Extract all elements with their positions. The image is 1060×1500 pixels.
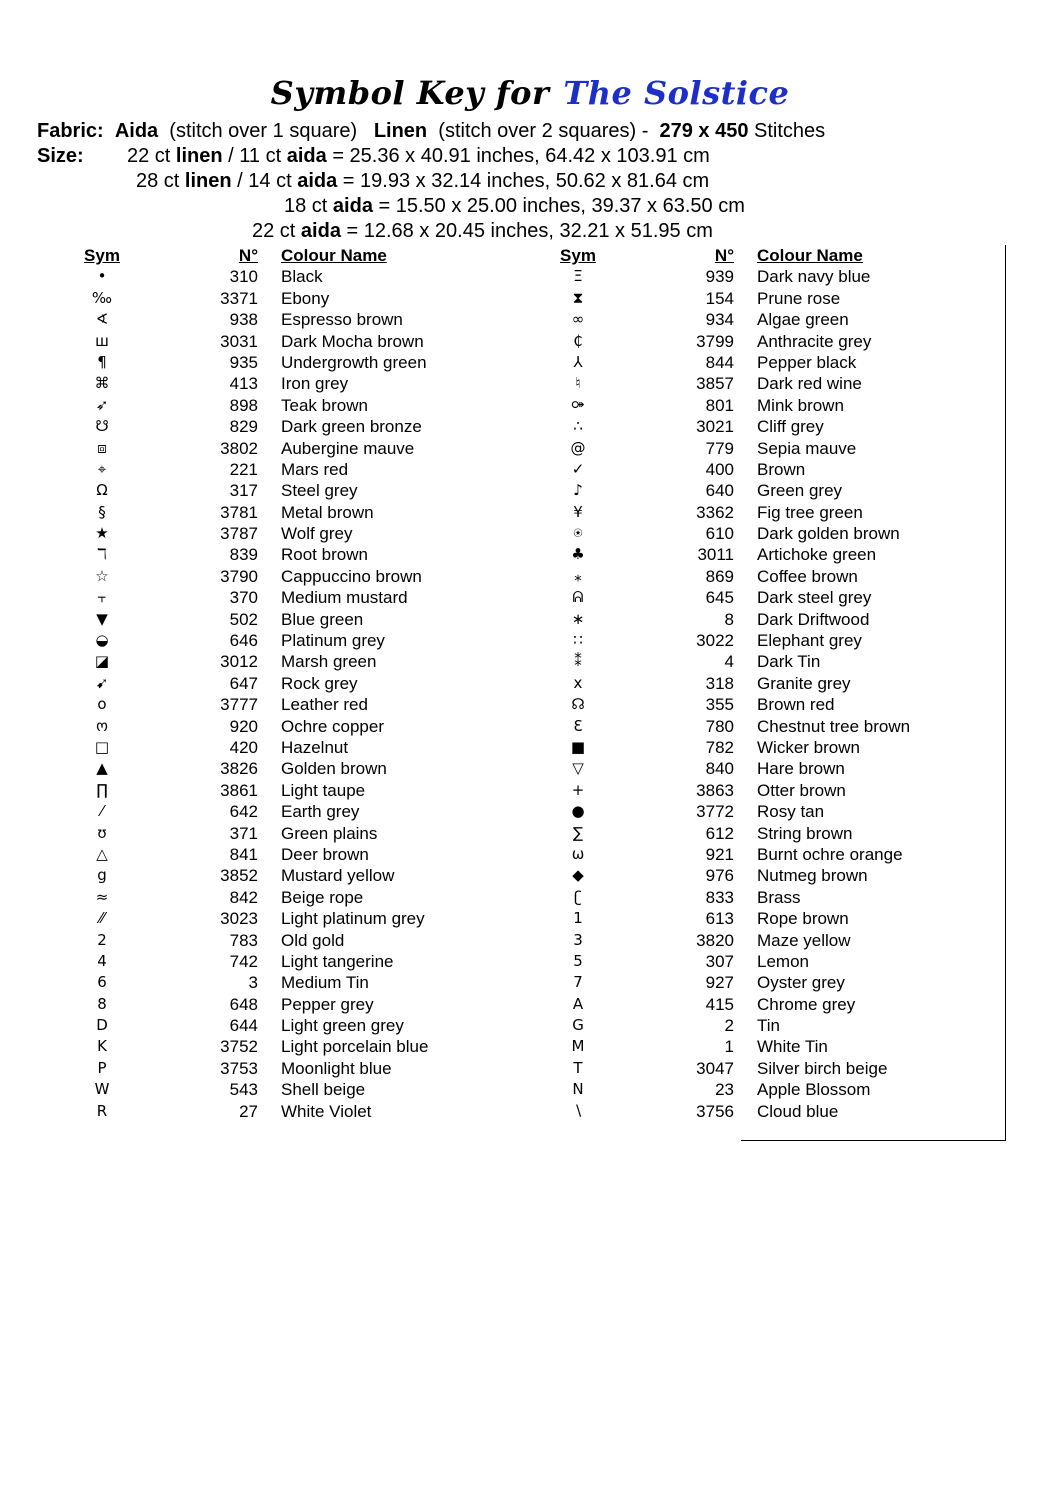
number-cell: 3047 [696,1058,734,1078]
number-cell: 3022 [696,631,734,651]
symbol-cell: + [571,780,585,799]
symbol-cell: 3 [573,930,583,949]
symbol-cell: ☊ [571,695,585,714]
number-cell: 3021 [696,417,734,437]
colour-name-cell: Espresso brown [281,310,403,330]
colour-name-cell: Tin [757,1016,780,1036]
number-cell: 642 [229,802,258,822]
size-line [136,169,709,193]
number-cell: 783 [229,930,258,950]
number-cell: 844 [705,352,734,372]
number-cell: 934 [705,310,734,330]
symbol-cell: ★ [95,524,109,543]
number-cell: 869 [705,566,734,586]
symbol-cell: 7 [573,973,583,992]
symbol-cell: ● [571,802,585,821]
symbol-cell: ¥ [573,502,583,521]
colour-name-cell: Undergrowth green [281,352,427,372]
colour-name-cell: Brown red [757,695,835,715]
symbol-cell: K [97,1037,107,1056]
symbol-cell: ω [571,844,585,863]
header-colour-name: Colour Name [281,246,387,265]
header-sym: Sym [84,246,120,265]
symbol-cell: ⁎ [574,566,582,585]
stitches-word: Stitches [754,120,826,142]
number-cell: 610 [705,524,734,544]
fabric-linen-note: (stitch over 2 squares) - [438,120,649,142]
symbol-cell: • [97,267,107,286]
page-title [0,74,1060,112]
header-number: N° [238,246,258,265]
size-fabric: aida [286,145,327,167]
colour-name-cell: Dark Mocha brown [281,331,424,351]
symbol-cell: ✓ [571,459,585,478]
number-cell: 3863 [696,780,734,800]
symbol-cell: ‰ [91,288,113,307]
number-cell: 3 [248,973,258,993]
number-cell: 3012 [220,652,258,672]
symbol-cell: @ [570,438,586,457]
symbol-cell: N [572,1080,584,1099]
stitch-dimensions: 279 x 450 [659,120,749,142]
number-cell: 3799 [696,331,734,351]
symbol-cell: ▽ [572,759,584,778]
size-dimensions: = 25.36 x 40.91 inches, 64.42 x 103.91 cm [332,145,710,167]
colour-name-cell: Artichoke green [757,545,877,565]
symbol-cell: ☋ [95,417,109,436]
fabric-aida-note: (stitch over 1 square) [169,120,358,142]
symbol-cell: □ [94,737,110,756]
symbol-cell: Ɛ [573,716,583,735]
number-cell: 355 [705,695,734,715]
colour-name-cell: Mustard yellow [281,866,395,886]
number-cell: 3857 [696,374,734,394]
symbol-cell: ⅄ [573,352,583,371]
title-pattern-name: The Solstice [563,74,790,112]
size-fabric: aida [300,220,341,242]
symbol-cell: ◒ [95,631,109,650]
number-cell: 921 [705,844,734,864]
number-cell: 3790 [220,566,258,586]
colour-name-cell: Sepia mauve [757,438,857,458]
symbol-cell: M [571,1037,585,1056]
number-cell: 644 [229,1016,258,1036]
number-cell: 841 [229,844,258,864]
table-border-right [1005,245,1006,1141]
number-cell: 310 [229,267,258,287]
symbol-cell: ∢ [95,310,109,329]
number-cell: 3752 [220,1037,258,1057]
number-cell: 420 [229,737,258,757]
colour-name-cell: Rock grey [281,673,358,693]
symbol-cell: ᕱ [572,588,584,607]
number-cell: 976 [705,866,734,886]
symbol-cell: o [97,695,107,714]
colour-name-cell: Green plains [281,823,378,843]
colour-name-cell: Chrome grey [757,994,856,1014]
number-cell: 645 [705,588,734,608]
colour-name-cell: Brass [757,887,801,907]
symbol-cell: ∞ [571,310,585,329]
number-cell: 318 [705,673,734,693]
number-cell: 3781 [220,502,258,522]
number-cell: 3011 [697,545,734,565]
symbol-cell: § [98,502,106,521]
colour-name-cell: Nutmeg brown [757,866,868,886]
symbol-cell: Ξ [573,267,583,286]
fabric-label: Fabric: [37,120,104,142]
colour-name-cell: Hazelnut [281,737,349,757]
symbol-cell: ⚩ [571,395,585,414]
colour-name-cell: Medium mustard [281,588,408,608]
number-cell: 3861 [220,780,258,800]
colour-name-cell: Medium Tin [281,973,369,993]
number-cell: 920 [229,716,258,736]
colour-name-cell: White Violet [281,1101,372,1121]
number-cell: 927 [705,973,734,993]
symbol-cell: ∏ [96,780,108,799]
colour-name-cell: Root brown [281,545,368,565]
number-cell: 646 [229,631,258,651]
number-cell: 779 [705,438,734,458]
number-cell: 935 [229,352,258,372]
symbol-cell: ¶ [97,352,107,371]
colour-name-cell: Dark green bronze [281,417,422,437]
number-cell: 400 [705,459,734,479]
colour-name-cell: Pepper black [757,352,857,372]
colour-name-cell: Ochre copper [281,716,384,736]
colour-name-cell: String brown [757,823,853,843]
size-count: 18 ct [284,195,328,217]
size-line [127,144,710,168]
symbol-cell: ∖ [573,1101,583,1120]
size-label: Size: [37,145,84,167]
colour-name-cell: Wolf grey [281,524,353,544]
colour-name-cell: Green grey [757,481,843,501]
number-cell: 3362 [696,502,734,522]
colour-name-cell: White Tin [757,1037,828,1057]
colour-name-cell: Oyster grey [757,973,845,993]
colour-name-cell: Light taupe [281,780,366,800]
symbol-cell: ⍟ [573,524,583,543]
colour-name-cell: Prune rose [757,288,841,308]
symbol-cell: ➶ [95,395,109,414]
symbol-cell: ◆ [572,866,584,885]
symbol-cell: ♮ [575,374,581,393]
colour-name-cell: Cappuccino brown [281,566,422,586]
symbol-cell: ⌖ [97,459,107,478]
symbol-cell: R [96,1101,108,1120]
symbol-cell: ⧈ [97,438,107,457]
colour-name-cell: Teak brown [281,395,368,415]
symbol-cell: ო [96,716,108,735]
symbol-cell: P [97,1058,107,1077]
colour-name-cell: Brown [757,459,806,479]
fabric-line [37,119,825,143]
colour-name-cell: Coffee brown [757,566,858,586]
size-fabric: linen [175,145,223,167]
colour-name-cell: Light green grey [281,1016,404,1036]
colour-name-cell: Golden brown [281,759,387,779]
number-cell: 3826 [220,759,258,779]
symbol-cell: ⁑ [574,652,582,671]
table-border-bottom [741,1140,1006,1141]
symbol-cell: ♪ [573,481,583,500]
colour-name-cell: Platinum grey [281,631,385,651]
symbol-cell: 8 [97,994,107,1013]
symbol-cell: ▼ [96,609,108,628]
size-line [284,194,745,218]
symbol-cell: ▲ [96,759,108,778]
symbol-cell: ♣ [571,545,585,564]
number-cell: 3031 [220,331,258,351]
colour-name-cell: Old gold [281,930,345,950]
number-cell: 307 [705,951,734,971]
symbol-cell: g [97,866,107,885]
number-cell: 742 [229,951,258,971]
colour-name-cell: Maze yellow [757,930,851,950]
colour-name-cell: Dark golden brown [757,524,900,544]
symbol-cell: 6 [97,973,107,992]
colour-name-cell: Apple Blossom [757,1080,871,1100]
colour-name-cell: Light porcelain blue [281,1037,429,1057]
symbol-cell: 2 [97,930,107,949]
symbol-cell: ш [95,331,109,350]
number-cell: 833 [705,887,734,907]
number-cell: 3756 [696,1101,734,1121]
number-cell: 3371 [220,288,258,308]
symbol-cell: ⁄ [100,802,104,821]
colour-name-cell: Dark navy blue [757,267,871,287]
number-cell: 3787 [220,524,258,544]
colour-name-cell: Hare brown [757,759,845,779]
symbol-cell: ∷ [573,631,583,650]
number-cell: 3820 [696,930,734,950]
colour-name-cell: Ebony [281,288,330,308]
size-count: 22 ct [127,145,171,167]
number-cell: 3023 [220,909,258,929]
symbol-cell: △ [96,844,108,863]
colour-name-cell: Blue green [281,609,364,629]
symbol-cell: 1 [573,909,583,928]
colour-name-cell: Black [281,267,323,287]
colour-name-cell: Deer brown [281,844,369,864]
colour-name-cell: Silver birch beige [757,1058,888,1078]
fabric-aida-label: Aida [114,120,159,142]
number-cell: 502 [229,609,258,629]
colour-name-cell: Beige rope [281,887,364,907]
number-cell: 1 [724,1037,734,1057]
number-cell: 3852 [220,866,258,886]
colour-name-cell: Granite grey [757,673,851,693]
colour-name-cell: Dark red wine [757,374,862,394]
number-cell: 640 [705,481,734,501]
colour-name-cell: Shell beige [281,1080,366,1100]
colour-name-cell: Earth grey [281,802,360,822]
number-cell: 842 [229,887,258,907]
symbol-cell: ⫟ [97,588,107,607]
number-cell: 413 [229,374,258,394]
size-dimensions: = 19.93 x 32.14 inches, 50.62 x 81.64 cm [342,170,710,192]
colour-name-cell: Otter brown [757,780,846,800]
size-separator: / 11 ct [228,145,282,167]
size-fabric: aida [297,170,338,192]
header-colour-name: Colour Name [757,246,863,265]
symbol-cell: ₵ [573,331,583,350]
symbol-cell: ➹ [95,673,109,692]
number-cell: 2 [724,1016,734,1036]
colour-name-cell: Moonlight blue [281,1058,392,1078]
number-cell: 154 [705,288,734,308]
colour-name-cell: Dark Driftwood [757,609,870,629]
number-cell: 23 [715,1080,734,1100]
size-separator: / 14 ct [237,170,292,192]
colour-name-cell: Marsh green [281,652,377,672]
colour-name-cell: Burnt ochre orange [757,844,903,864]
number-cell: 4 [724,652,734,672]
symbol-cell: W [94,1080,110,1099]
number-cell: 840 [705,759,734,779]
colour-name-cell: Rosy tan [757,802,825,822]
symbol-cell: ⧗ [572,288,584,307]
symbol-cell: T [573,1058,583,1077]
header-number: N° [714,246,734,265]
colour-name-cell: Mink brown [757,395,844,415]
title-prefix: Symbol Key for [270,74,550,112]
symbol-cell: ∑ [572,823,584,842]
colour-name-cell: Algae green [757,310,849,330]
symbol-cell: ⁄⁄ [99,909,105,928]
colour-name-cell: Chestnut tree brown [757,716,911,736]
symbol-cell: Ω [96,481,108,500]
number-cell: 612 [705,823,734,843]
symbol-cell: ∴ [573,417,583,436]
number-cell: 829 [229,417,258,437]
colour-name-cell: Lemon [757,951,809,971]
number-cell: 647 [229,673,258,693]
symbol-cell: 4 [97,951,107,970]
symbol-cell: ■ [570,737,586,756]
colour-name-cell: Mars red [281,459,349,479]
colour-name-cell: Steel grey [281,481,358,501]
symbol-cell: ⌘ [94,374,110,393]
colour-name-cell: Wicker brown [757,737,860,757]
number-cell: 3777 [220,695,258,715]
size-fabric: linen [184,170,232,192]
colour-name-cell: Anthracite grey [757,331,872,351]
colour-name-cell: Cloud blue [757,1101,839,1121]
size-dimensions: = 15.50 x 25.00 inches, 39.37 x 63.50 cm [378,195,745,217]
number-cell: 415 [705,994,734,1014]
size-fabric: aida [332,195,373,217]
size-line [252,219,713,243]
colour-name-cell: Aubergine mauve [281,438,415,458]
colour-name-cell: Dark Tin [757,652,821,672]
colour-name-cell: Leather red [281,695,368,715]
number-cell: 938 [229,310,258,330]
symbol-cell: ☆ [95,566,109,585]
symbol-cell: x [573,673,583,692]
size-dimensions: = 12.68 x 20.45 inches, 32.21 x 51.95 cm [346,220,713,242]
symbol-cell: ʗ [574,887,582,906]
number-cell: 543 [229,1080,258,1100]
number-cell: 939 [705,267,734,287]
number-cell: 782 [705,737,734,757]
number-cell: 801 [705,395,734,415]
colour-name-cell: Pepper grey [281,994,374,1014]
colour-name-cell: Iron grey [281,374,349,394]
symbol-cell: G [572,1016,584,1035]
number-cell: 370 [229,588,258,608]
fabric-linen-label: Linen [373,120,428,142]
colour-name-cell: Cliff grey [757,417,824,437]
header-sym: Sym [560,246,596,265]
size-count: 22 ct [252,220,296,242]
colour-name-cell: Dark steel grey [757,588,872,608]
colour-name-cell: Elephant grey [757,631,862,651]
number-cell: 898 [229,395,258,415]
number-cell: 839 [229,545,258,565]
symbol-cell: ≈ [95,887,109,906]
symbol-cell: ℸ [97,545,107,564]
symbol-cell: ∗ [571,609,585,628]
symbol-cell: 5 [573,951,583,970]
colour-name-cell: Metal brown [281,502,374,522]
symbol-cell: D [96,1016,108,1035]
number-cell: 648 [229,994,258,1014]
number-cell: 317 [229,481,258,501]
number-cell: 221 [229,459,258,479]
symbol-cell: A [572,994,584,1013]
symbol-cell: ◪ [94,652,110,671]
number-cell: 371 [229,823,258,843]
number-cell: 780 [705,716,734,736]
colour-name-cell: Light platinum grey [281,909,425,929]
size-count: 28 ct [136,170,180,192]
symbol-cell: ʊ [97,823,107,842]
colour-name-cell: Rope brown [757,909,849,929]
number-cell: 3753 [220,1058,258,1078]
number-cell: 27 [239,1101,258,1121]
number-cell: 613 [705,909,734,929]
number-cell: 8 [724,609,734,629]
number-cell: 3802 [220,438,258,458]
colour-name-cell: Light tangerine [281,951,394,971]
number-cell: 3772 [696,802,734,822]
colour-name-cell: Fig tree green [757,502,863,522]
